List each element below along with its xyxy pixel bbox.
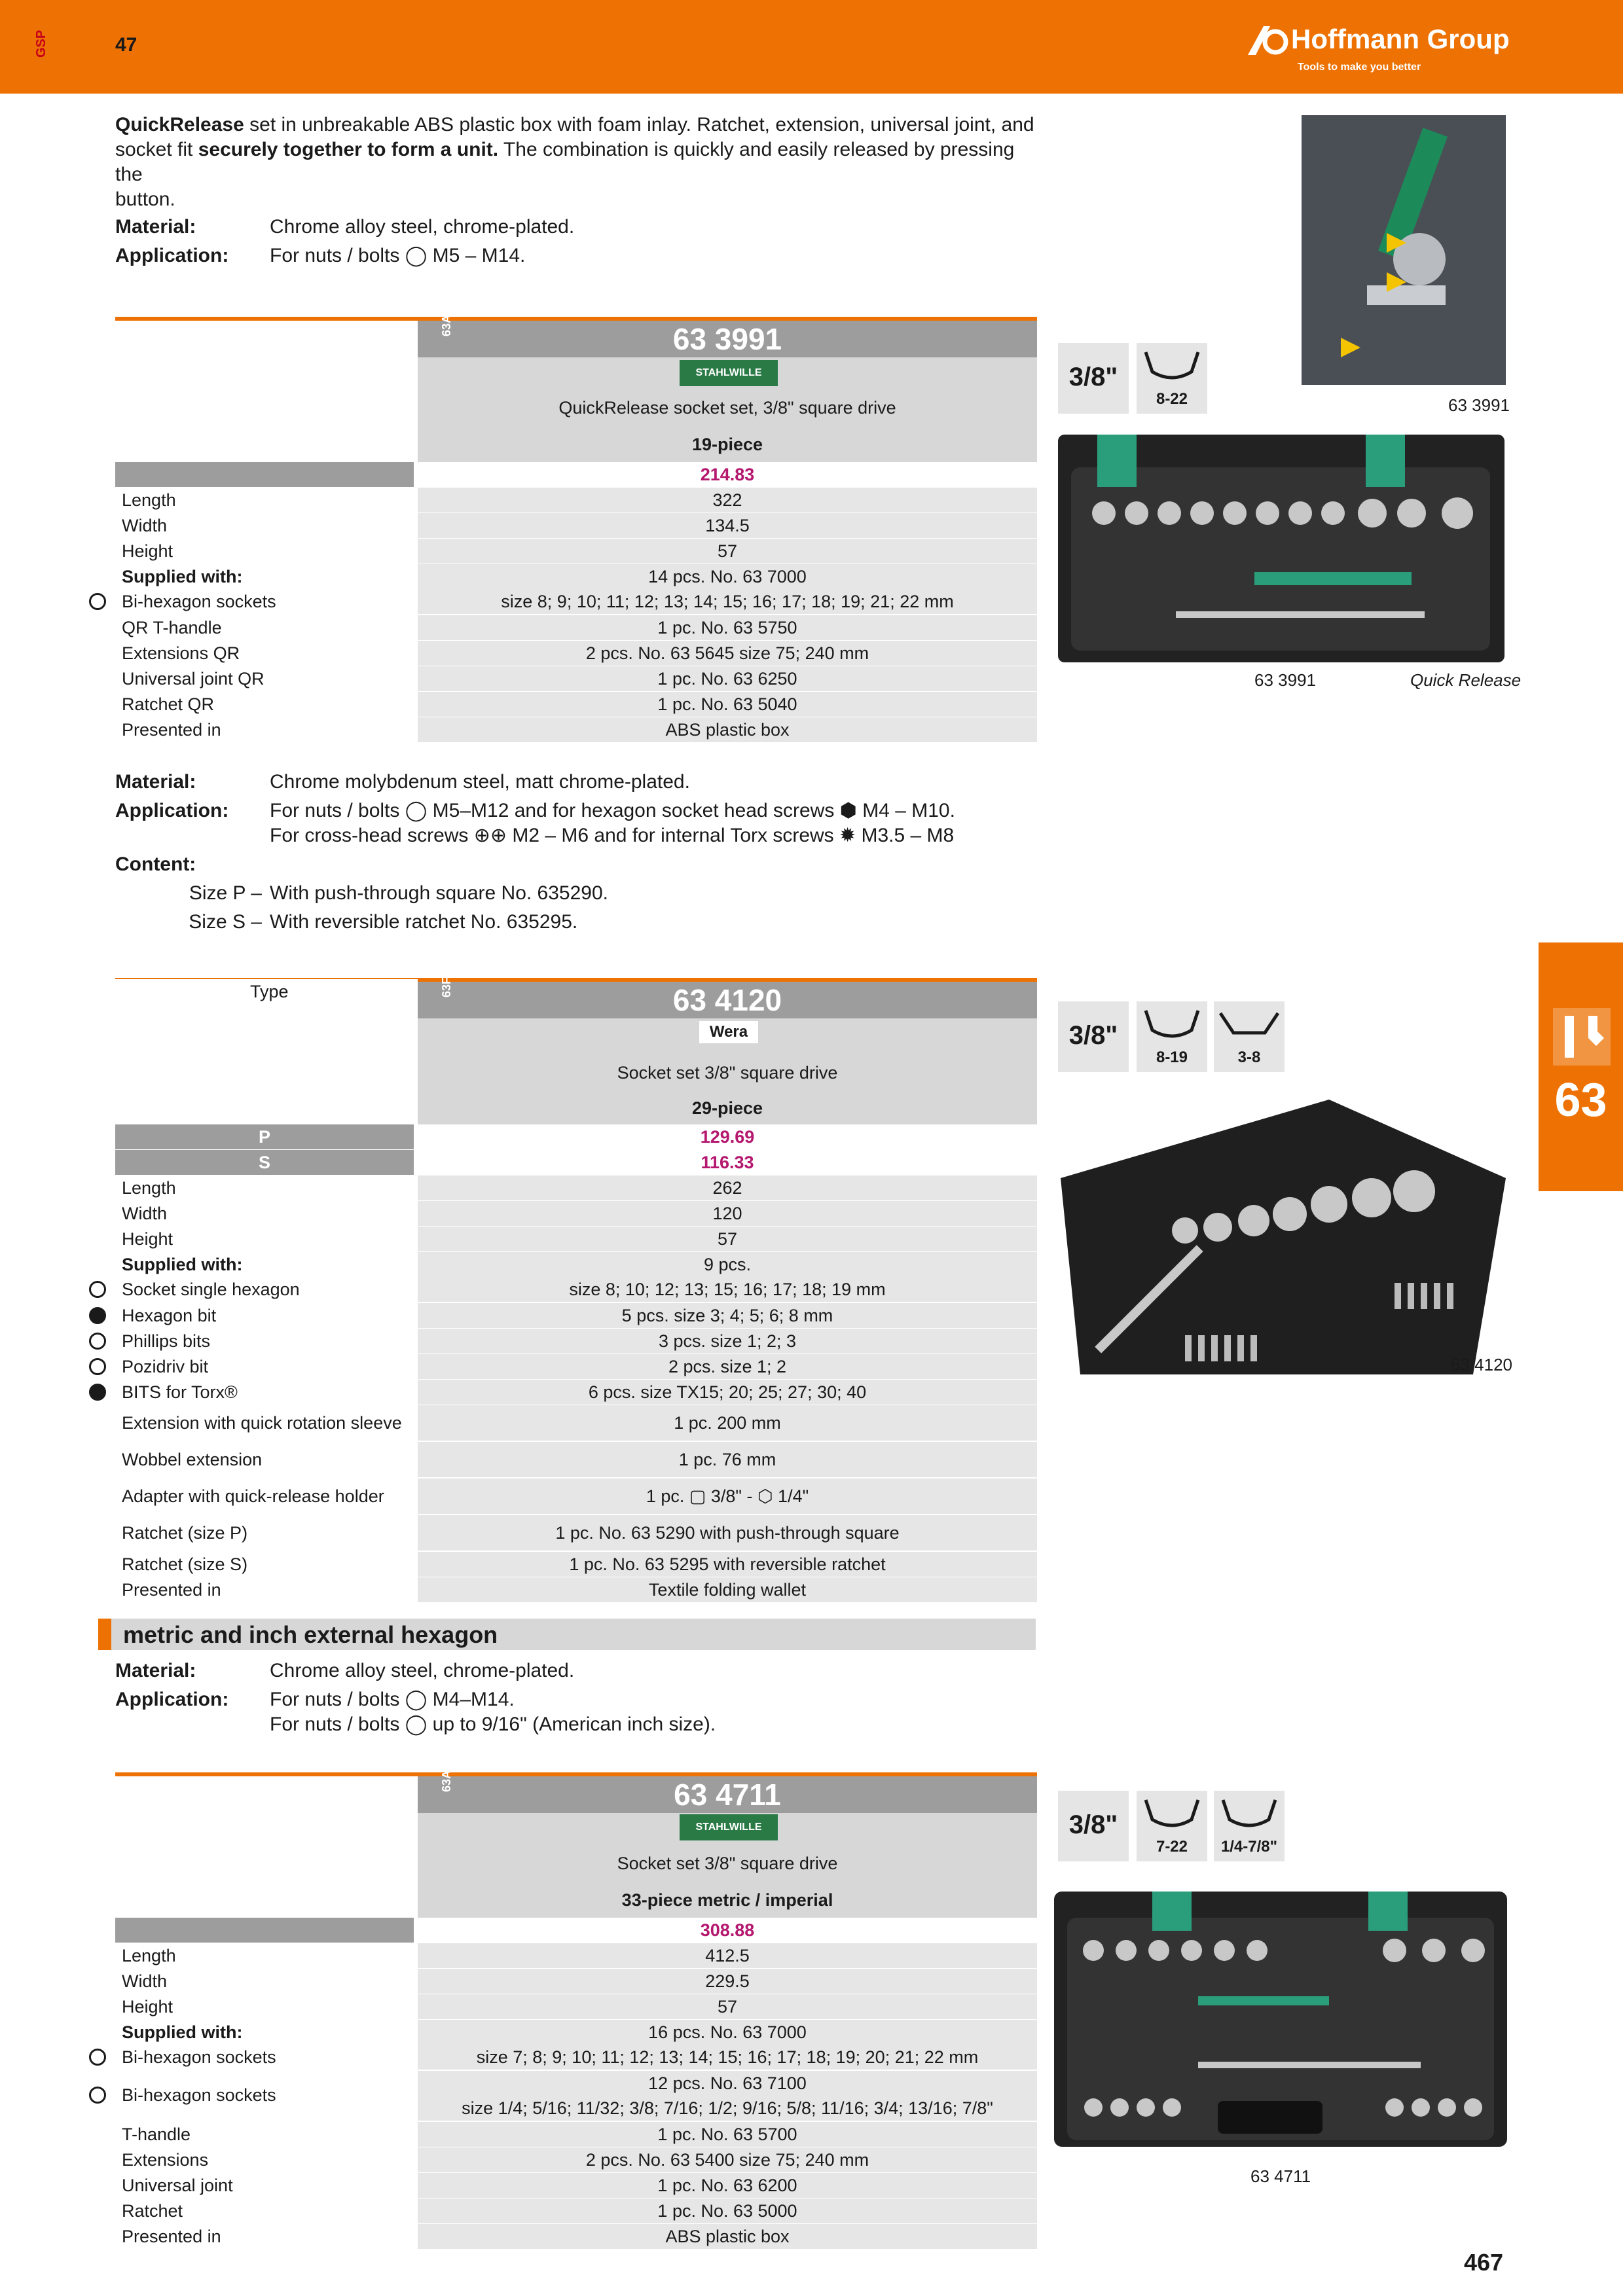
wrench-logo-icon bbox=[1244, 22, 1290, 59]
content-p-key: Size P – bbox=[189, 882, 262, 904]
size-range: 8-19 bbox=[1156, 1049, 1188, 1066]
type-label: Type bbox=[250, 982, 289, 1001]
application-label: Application: bbox=[115, 1689, 229, 1710]
photo-caption: 63 4120 bbox=[1451, 1355, 1512, 1374]
size-range: 1/4-7/8" bbox=[1220, 1838, 1278, 1856]
product-photo-63-3991 bbox=[1058, 435, 1504, 662]
product-table-63-4120 bbox=[115, 978, 1037, 1600]
row-value: Textile folding wallet bbox=[418, 1577, 1037, 1602]
row-value-2: size 1/4; 5/16; 11/32; 3/8; 7/16; 1/2; 9/16; 5/8; 11/16; 3/4; 13/16; 7/8" bbox=[462, 2098, 993, 2118]
row-value: 134.5 bbox=[418, 513, 1037, 538]
row-value-2: size 8; 10; 12; 13; 15; 16; 17; 18; 19 mm bbox=[569, 1280, 886, 1299]
row-value: 9 pcs. bbox=[703, 1255, 752, 1274]
row-label: Ratchet (size S) bbox=[122, 1554, 248, 1574]
bi-hexagon-icon bbox=[89, 2049, 106, 2066]
bi-hexagon-size-icon bbox=[1137, 343, 1207, 414]
section-title: metric and inch external hexagon bbox=[123, 1621, 498, 1648]
row-label: Height bbox=[122, 1229, 173, 1249]
material-value: Chrome molybdenum steel, matt chrome-plated. bbox=[270, 771, 690, 793]
row-label: Length bbox=[122, 1178, 176, 1198]
phillips-icon bbox=[89, 1333, 106, 1350]
row-label: Extension with quick rotation sleeve bbox=[122, 1413, 402, 1433]
tools-icon bbox=[1550, 1005, 1613, 1068]
drive-size-value: 3/8" bbox=[1068, 363, 1118, 391]
article-header bbox=[418, 1770, 1037, 1813]
row-value-2: size 8; 9; 10; 11; 12; 13; 14; 15; 16; 17; 18; 19; 21; 22 mm bbox=[501, 592, 954, 611]
intro1-line3: button. bbox=[115, 188, 175, 210]
product-photo-63-4120 bbox=[1054, 1100, 1507, 1414]
drive-size-value: 3/8" bbox=[1068, 1021, 1118, 1050]
textile-wallet-set-image bbox=[1054, 1100, 1507, 1414]
price-label-bar bbox=[115, 1918, 414, 1943]
drive-size-icon bbox=[1058, 343, 1129, 414]
row-value: 2 pcs. size 1; 2 bbox=[418, 1354, 1037, 1379]
row-label: Extensions QR bbox=[122, 643, 240, 663]
application-value-1: For nuts / bolts ◯ M4–M14. bbox=[270, 1689, 515, 1710]
material-label: Material: bbox=[115, 1660, 196, 1681]
row-label: Pozidriv bit bbox=[122, 1357, 209, 1376]
description: QuickRelease socket set, 3/8" square drive bbox=[558, 398, 896, 418]
content-s-value: With reversible ratchet No. 635295. bbox=[270, 911, 578, 933]
article-number: 63 4120 bbox=[672, 983, 782, 1017]
wera-logo: Wera bbox=[699, 1021, 758, 1043]
header-page-number: 47 bbox=[115, 34, 137, 56]
application-value: For nuts / bolts ◯ M5 – M14. bbox=[270, 245, 526, 266]
hex-profile-icon bbox=[1214, 1004, 1285, 1043]
section-heading bbox=[98, 1619, 1036, 1650]
material-label: Material: bbox=[115, 771, 196, 793]
brand-tagline: Tools to make you better bbox=[1298, 62, 1421, 73]
row-label: BITS for Torx® bbox=[122, 1382, 238, 1402]
socket-profile-icon bbox=[1137, 346, 1207, 385]
row-label: QR T-handle bbox=[122, 618, 222, 637]
bi-hexagon-icon bbox=[89, 2087, 106, 2104]
pieces: 33-piece metric / imperial bbox=[621, 1890, 833, 1910]
product-photo-engine bbox=[1302, 115, 1506, 385]
material-label: Material: bbox=[115, 216, 196, 238]
row-value: 1 pc. ▢ 3/8" - ⬡ 1/4" bbox=[418, 1479, 1037, 1514]
row-label: Presented in bbox=[122, 2227, 221, 2246]
row-label: Width bbox=[122, 1204, 168, 1223]
row-value: 2 pcs. No. 63 5400 size 75; 240 mm bbox=[418, 2147, 1037, 2172]
row-label: Ratchet (size P) bbox=[122, 1523, 248, 1543]
bi-hexagon-icon bbox=[89, 593, 106, 610]
supplied-label: Supplied with: bbox=[122, 567, 243, 586]
intro1-line2: The combination is quickly and easily released by pressing the bbox=[115, 139, 1015, 185]
row-label: Wobbel extension bbox=[122, 1450, 263, 1469]
row-value: 1 pc. No. 63 5750 bbox=[418, 615, 1037, 640]
row-value: 1 pc. No. 63 5295 with reversible ratchet bbox=[418, 1552, 1037, 1577]
drive-size-icon bbox=[1058, 1001, 1129, 1072]
price: 308.88 bbox=[418, 1918, 1037, 1943]
row-label: Universal joint bbox=[122, 2176, 233, 2195]
ratchet-in-use-image bbox=[1302, 115, 1506, 385]
group-code: 63A bbox=[440, 314, 453, 336]
photo-caption-right: Quick Release bbox=[1410, 670, 1522, 690]
drive-size-value: 3/8" bbox=[1068, 1810, 1118, 1839]
intro1-line1: set in unbreakable ABS plastic box with foam inlay. Ratchet, extension, universal joint, and bbox=[244, 114, 1034, 135]
row-value: 262 bbox=[418, 1175, 1037, 1200]
pieces: 29-piece bbox=[691, 1098, 763, 1118]
brand-logo bbox=[1244, 20, 1519, 79]
page-header bbox=[0, 0, 1623, 94]
size-range: 8-22 bbox=[1156, 390, 1188, 408]
application-value-2: For cross-head screws ⊕⊕ M2 – M6 and for internal Torx screws ✹ M3.5 – M8 bbox=[270, 825, 955, 846]
photo-caption: 63 4711 bbox=[1250, 2166, 1311, 2186]
row-value: 1 pc. No. 63 5290 with push-through square bbox=[418, 1515, 1037, 1551]
size-range: 3-8 bbox=[1237, 1049, 1261, 1066]
row-label: Socket single hexagon bbox=[122, 1280, 300, 1299]
row-value: 1 pc. No. 63 5040 bbox=[418, 692, 1037, 717]
intro1-bold-1: QuickRelease bbox=[115, 114, 244, 135]
row-value: 1 pc. No. 63 5700 bbox=[418, 2122, 1037, 2147]
material-value: Chrome alloy steel, chrome-plated. bbox=[270, 216, 575, 238]
article-header bbox=[418, 977, 1037, 1018]
row-label: Length bbox=[122, 490, 176, 510]
row-value: 14 pcs. No. 63 7000 bbox=[648, 567, 807, 586]
socket-set-box-image bbox=[1058, 435, 1504, 662]
bit-size-icon bbox=[1214, 1001, 1285, 1072]
side-code: GSP bbox=[34, 29, 48, 58]
hexagon-socket-size-icon bbox=[1137, 1001, 1207, 1072]
row-value: ABS plastic box bbox=[418, 717, 1037, 742]
size-range: 7-22 bbox=[1156, 1838, 1188, 1856]
type-s: S bbox=[115, 1150, 414, 1175]
chapter-tab bbox=[1539, 942, 1623, 1191]
description: Socket set 3/8" square drive bbox=[617, 1854, 838, 1873]
supplied-label: Supplied with: bbox=[122, 2022, 243, 2042]
row-label: Width bbox=[122, 1971, 168, 1991]
row-value: 1 pc. No. 63 6250 bbox=[418, 666, 1037, 691]
row-value: 5 pcs. size 3; 4; 5; 6; 8 mm bbox=[418, 1303, 1037, 1328]
row-value: 3 pcs. size 1; 2; 3 bbox=[418, 1329, 1037, 1354]
row-value-2: size 7; 8; 9; 10; 11; 12; 13; 14; 15; 16; 17; 18; 19; 20; 21; 22 mm bbox=[476, 2047, 979, 2067]
row-value: 57 bbox=[418, 1227, 1037, 1251]
stahlwille-logo: STAHLWILLE bbox=[680, 1814, 778, 1840]
row-label: Adapter with quick-release holder bbox=[122, 1486, 384, 1506]
socket-profile-icon bbox=[1137, 1004, 1207, 1043]
chapter-number: 63 bbox=[1554, 1074, 1607, 1126]
stahlwille-logo: STAHLWILLE bbox=[680, 360, 778, 386]
intro1-line2a: socket fit bbox=[115, 139, 198, 160]
socket-profile-icon bbox=[1214, 1793, 1285, 1833]
price-label-bar bbox=[115, 462, 414, 487]
content-s-key: Size S – bbox=[189, 911, 262, 933]
socket-set-box-image bbox=[1054, 1892, 1507, 2147]
group-code: 63F bbox=[440, 977, 453, 997]
row-value: 1 pc. No. 63 5000 bbox=[418, 2198, 1037, 2223]
intro-1 bbox=[115, 113, 1045, 268]
intro1-bold-2: securely together to form a unit. bbox=[198, 139, 499, 160]
price: 214.83 bbox=[418, 462, 1037, 487]
row-value: 57 bbox=[418, 539, 1037, 564]
drive-size-icon bbox=[1058, 1791, 1129, 1861]
article-number: 63 3991 bbox=[672, 322, 782, 356]
product-table-63-3991 bbox=[115, 314, 1037, 742]
application-value-1: For nuts / bolts ◯ M5–M12 and for hexagon socket head screws ⬢ M4 – M10. bbox=[270, 800, 955, 821]
torx-icon bbox=[89, 1384, 106, 1401]
row-label: Phillips bits bbox=[122, 1331, 211, 1351]
price-p: 129.69 bbox=[418, 1124, 1037, 1149]
description: Socket set 3/8" square drive bbox=[617, 1063, 838, 1083]
row-label: Universal joint QR bbox=[122, 669, 264, 689]
row-value: 1 pc. 76 mm bbox=[418, 1442, 1037, 1477]
bi-hexagon-size-icon bbox=[1137, 1791, 1207, 1861]
hexagon-bit-icon bbox=[89, 1307, 106, 1324]
application-value-2: For nuts / bolts ◯ up to 9/16" (American inch size). bbox=[270, 1713, 716, 1735]
row-value: 12 pcs. No. 63 7100 bbox=[648, 2073, 807, 2093]
price-s: 116.33 bbox=[418, 1150, 1037, 1175]
row-label: Bi-hexagon sockets bbox=[122, 592, 276, 611]
row-label: Width bbox=[122, 516, 168, 535]
application-label: Application: bbox=[115, 800, 229, 821]
row-label: Ratchet QR bbox=[122, 694, 215, 714]
brand-name: Hoffmann Group bbox=[1291, 24, 1510, 54]
row-value: 1 pc. No. 63 6200 bbox=[418, 2173, 1037, 2198]
row-value: 229.5 bbox=[418, 1969, 1037, 1994]
row-value: 120 bbox=[418, 1201, 1037, 1226]
content-label: Content: bbox=[115, 853, 196, 875]
product-photo-63-4711 bbox=[1054, 1892, 1507, 2147]
row-value: 6 pcs. size TX15; 20; 25; 27; 30; 40 bbox=[418, 1380, 1037, 1405]
product-table-63-4711 bbox=[115, 1772, 1037, 2244]
row-value: 2 pcs. No. 63 5645 size 75; 240 mm bbox=[418, 641, 1037, 666]
photo-caption-num: 63 3991 bbox=[1254, 670, 1316, 690]
group-code: 63A bbox=[440, 1770, 453, 1792]
row-label: Height bbox=[122, 1997, 173, 2017]
row-label: Presented in bbox=[122, 720, 221, 740]
row-value: 1 pc. 200 mm bbox=[418, 1405, 1037, 1441]
material-value: Chrome alloy steel, chrome-plated. bbox=[270, 1660, 575, 1681]
row-value: ABS plastic box bbox=[418, 2224, 1037, 2249]
row-label: Bi-hexagon sockets bbox=[122, 2085, 276, 2105]
pieces: 19-piece bbox=[691, 435, 763, 454]
row-label: Extensions bbox=[122, 2150, 209, 2170]
row-label: Bi-hexagon sockets bbox=[122, 2047, 276, 2067]
bi-hexagon-inch-size-icon bbox=[1214, 1791, 1285, 1861]
row-label: Height bbox=[122, 541, 173, 561]
intro-2 bbox=[115, 770, 1032, 935]
socket-hexagon-icon bbox=[89, 1281, 106, 1298]
article-number: 63 4711 bbox=[674, 1778, 781, 1812]
supplied-label: Supplied with: bbox=[122, 1255, 243, 1274]
intro-3 bbox=[115, 1659, 1032, 1737]
row-label: Length bbox=[122, 1946, 176, 1965]
row-label: Presented in bbox=[122, 1580, 221, 1600]
article-header bbox=[418, 314, 1037, 357]
pozidriv-icon bbox=[89, 1358, 106, 1375]
content-p-value: With push-through square No. 635290. bbox=[270, 882, 608, 904]
socket-profile-icon bbox=[1137, 1793, 1207, 1833]
row-value: 16 pcs. No. 63 7000 bbox=[648, 2022, 807, 2042]
row-value: 322 bbox=[418, 488, 1037, 512]
application-label: Application: bbox=[115, 245, 229, 266]
footer-page-number: 467 bbox=[1464, 2249, 1504, 2276]
photo-caption-1: 63 3991 bbox=[1448, 395, 1510, 415]
row-label: Ratchet bbox=[122, 2201, 183, 2221]
row-label: T-handle bbox=[122, 2125, 191, 2144]
type-p: P bbox=[115, 1124, 414, 1149]
row-label: Hexagon bit bbox=[122, 1306, 217, 1325]
row-value: 57 bbox=[418, 1994, 1037, 2019]
row-value: 412.5 bbox=[418, 1943, 1037, 1968]
